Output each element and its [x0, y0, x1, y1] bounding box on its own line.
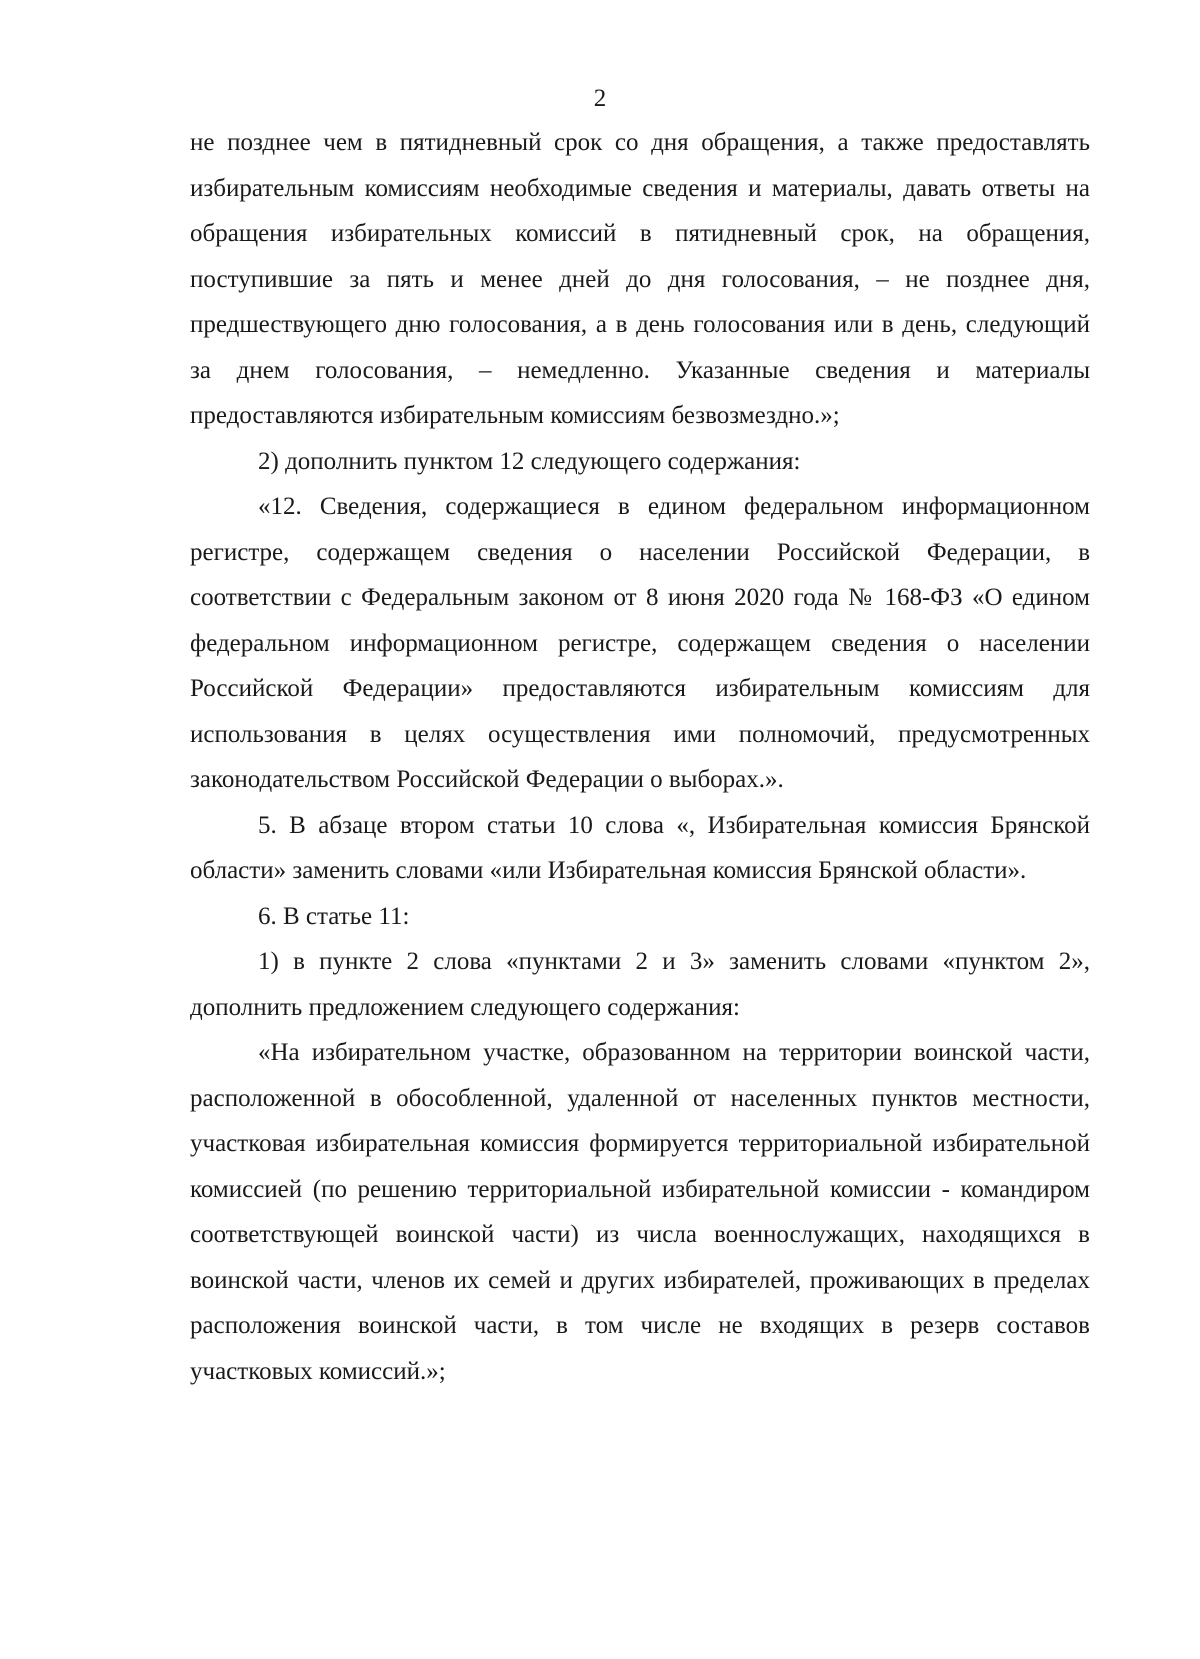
paragraph-section-5: 5. В абзаце втором статьи 10 слова «, Избирательная комиссия Брянской области» заменить словами «или Избирательная комиссия Брянской области». — [190, 811, 1090, 884]
paragraph-item-12: «12. Сведения, содержащиеся в едином федеральном информационном регистре, содержащем сведения о населении Российской Федерации, в соответствии с Федеральным законом от 8 июня 2020 года № 168-ФЗ «О едином федеральном информационном регистре, содержащем сведения о населении Российской Федерации» предоставляются избирательным комиссиям для использования в целях осуществления ими полномочий, предусмотренных законодательством Российской Федерации о выборах.». — [190, 493, 1090, 793]
document-body — [190, 120, 1090, 1394]
paragraph-item-2: 2) дополнить пунктом 12 следующего содержания: — [258, 447, 801, 475]
paragraph-section-6: 6. В статье 11: — [258, 902, 410, 930]
page-number: 2 — [593, 85, 607, 112]
paragraph-quoted-addition: «На избирательном участке, образованном на территории воинской части, расположенной в обособленной, удаленной от населенных пунктов местности, участковая избирательная комиссия формируется территориальной избирательной комиссией (по решению территориальной избирательной комиссии - командиром соответствующей воинской части) из числа военнослужащих, находящихся в воинской части, членов их семей и других избирателей, проживающих в пределах расположения воинской части, в том числе не входящих в резерв составов участковых комиссий.»; — [190, 1039, 1090, 1385]
paragraph-section-6-item-1: 1) в пункте 2 слова «пунктами 2 и 3» заменить словами «пунктом 2», дополнить предложением следующего содержания: — [190, 948, 1090, 1021]
paragraph-continuation: не позднее чем в пятидневный срок со дня обращения, а также предоставлять избирательным комиссиям необходимые сведения и материалы, давать ответы на обращения избирательных комиссий в пятидневный срок, на обращения, поступившие за пять и менее дней до дня голосования, – не позднее дня, предшествующего дню голосования, а в день голосования или в день, следующий за днем голосования, – немедленно. Указанные сведения и материалы предоставляются избирательным комиссиям безвозмездно.»; — [190, 129, 1090, 429]
